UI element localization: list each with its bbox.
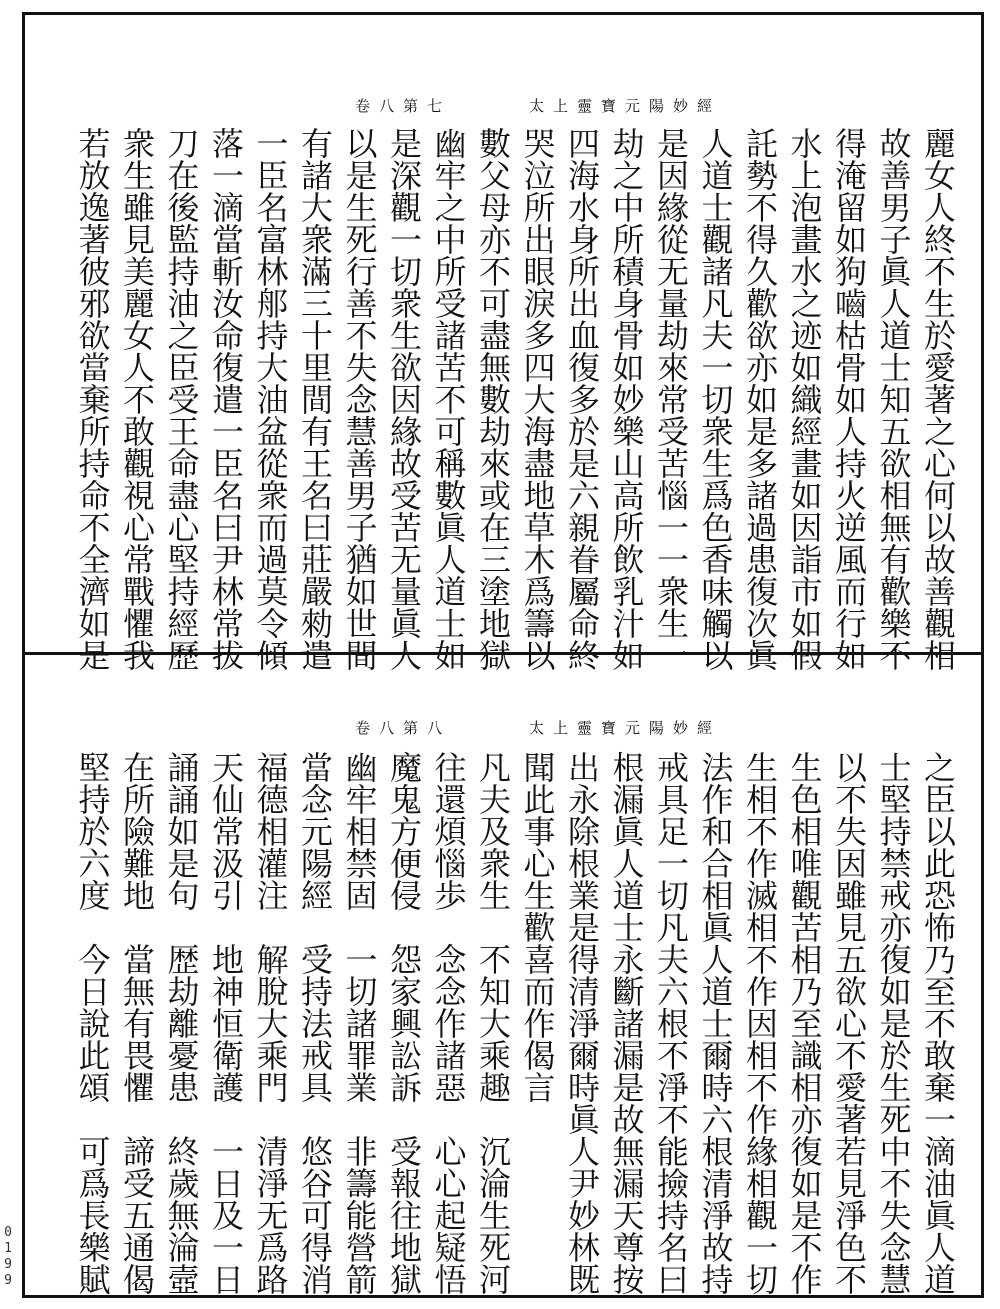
text-column: 凡夫及衆生 不知大乘趣 沉淪生死河 [474, 751, 512, 1295]
text-column: 堅持於六度 今日說此頌 可爲長樂賦 [73, 751, 112, 1295]
text-column: 落一滴當斬汝命復遣一臣名曰尹林常拔 [207, 127, 245, 671]
page-number: 0199 [4, 1225, 12, 1288]
text-column: 以不失因雖見五欲心不愛著若見淨色不 [830, 751, 868, 1295]
text-column: 之臣以此恐怖乃至不敢棄一滴油眞人道 [919, 751, 957, 1295]
text-column: 託勢不得久歡欲亦如是多諸過患復次眞 [741, 127, 779, 671]
top-header-volume: 卷八第七 [354, 97, 451, 115]
text-column: 是深觀一切衆生欲因緣故受苦无量眞人 [385, 127, 423, 671]
text-column: 在所險難地 當無有畏懼 諦受五通偈 [118, 751, 156, 1295]
text-column: 有諸大衆滿三十里間有王名曰莊嚴勑遣 [296, 127, 334, 671]
text-column: 誦誦如是句 歴劫離憂患 終歲無淪壼 [162, 751, 201, 1295]
bottom-header-title: 太上靈寶元陽妙經 [528, 719, 721, 737]
text-column: 士堅持禁戒亦復如是於生死中不失念慧 [874, 751, 913, 1295]
text-column: 若放逸著彼邪欲當棄所持命不全濟如是 [73, 127, 112, 671]
text-column: 生色相唯觀苦相乃至識相亦復如是不作 [785, 751, 824, 1295]
text-column: 生相不作滅相不作因相不作緣相觀一切 [741, 751, 779, 1295]
text-column: 當念元陽經 受持法戒具 悠谷可得消 [296, 751, 334, 1295]
text-column: 衆生雖見美麗女人不敢觀視心常戰懼我 [118, 127, 156, 671]
text-column: 戒具足一切凡夫六根不淨不能撿持名曰 [652, 751, 690, 1295]
top-header-title: 太上靈寶元陽妙經 [528, 97, 721, 115]
text-column: 四海水身所出血復多於是六親眷屬命終 [563, 127, 601, 671]
bottom-header-volume: 卷八第八 [354, 719, 451, 737]
text-column: 天仙常汲引 地神恒衛護 一日及一日 [207, 751, 245, 1295]
text-column: 往還煩惱歩 念念作諸惡 心心起疑悟 [429, 751, 468, 1295]
text-column: 根漏眞人道士永斷諸漏是故無漏天尊按 [607, 751, 646, 1295]
text-column: 幽牢之中所受諸苦不可稱數眞人道士如 [429, 127, 468, 671]
text-column: 魔鬼方便侵 怨家興訟訴 受報往地獄 [385, 751, 423, 1295]
text-column: 人道士觀諸凡夫一切衆生爲色香味觸以 [696, 127, 735, 671]
text-column: 劫之中所積身骨如妙樂山高所飲乳汁如 [607, 127, 646, 671]
top-page [25, 15, 981, 671]
text-column: 幽牢相禁固 一切諸罪業 非籌能營箭 [340, 751, 379, 1295]
text-column: 以是生死行善不失念慧善男子猶如世間 [340, 127, 379, 671]
text-column: 得淹留如狗嚙枯骨如人持火逆風而行如 [830, 127, 868, 671]
text-column: 麗女人終不生於愛著之心何以故善觀相 [919, 127, 957, 671]
text-column: 數父母亦不可盡無數劫來或在三塗地獄 [474, 127, 512, 671]
text-column: 福德相灌注 解脫大乘門 清淨无爲路 [251, 751, 290, 1295]
text-column: 聞此事心生歡喜而作偈言 [518, 751, 557, 1103]
text-column: 法作和合相眞人道士爾時六根清淨故持 [696, 751, 735, 1295]
text-column: 刀在後監持油之臣受王命盡心堅持經歷 [162, 127, 201, 671]
text-column: 出永除根業是得清淨爾時眞人尹妙林既 [563, 751, 601, 1295]
text-column: 哭泣所出眼淚多四大海盡地草木爲籌以 [518, 127, 557, 671]
text-column: 故善男子眞人道士知五欲相無有歡樂不 [874, 127, 913, 671]
text-column: 一臣名富林郍持大油盆從衆而過莫令傾 [251, 127, 290, 671]
bottom-page [25, 655, 981, 1295]
text-column: 是因緣從无量劫來常受苦惱一一衆生一 [652, 127, 690, 671]
text-column: 水上泡畫水之迹如織經畫如因詣市如假 [785, 127, 824, 671]
